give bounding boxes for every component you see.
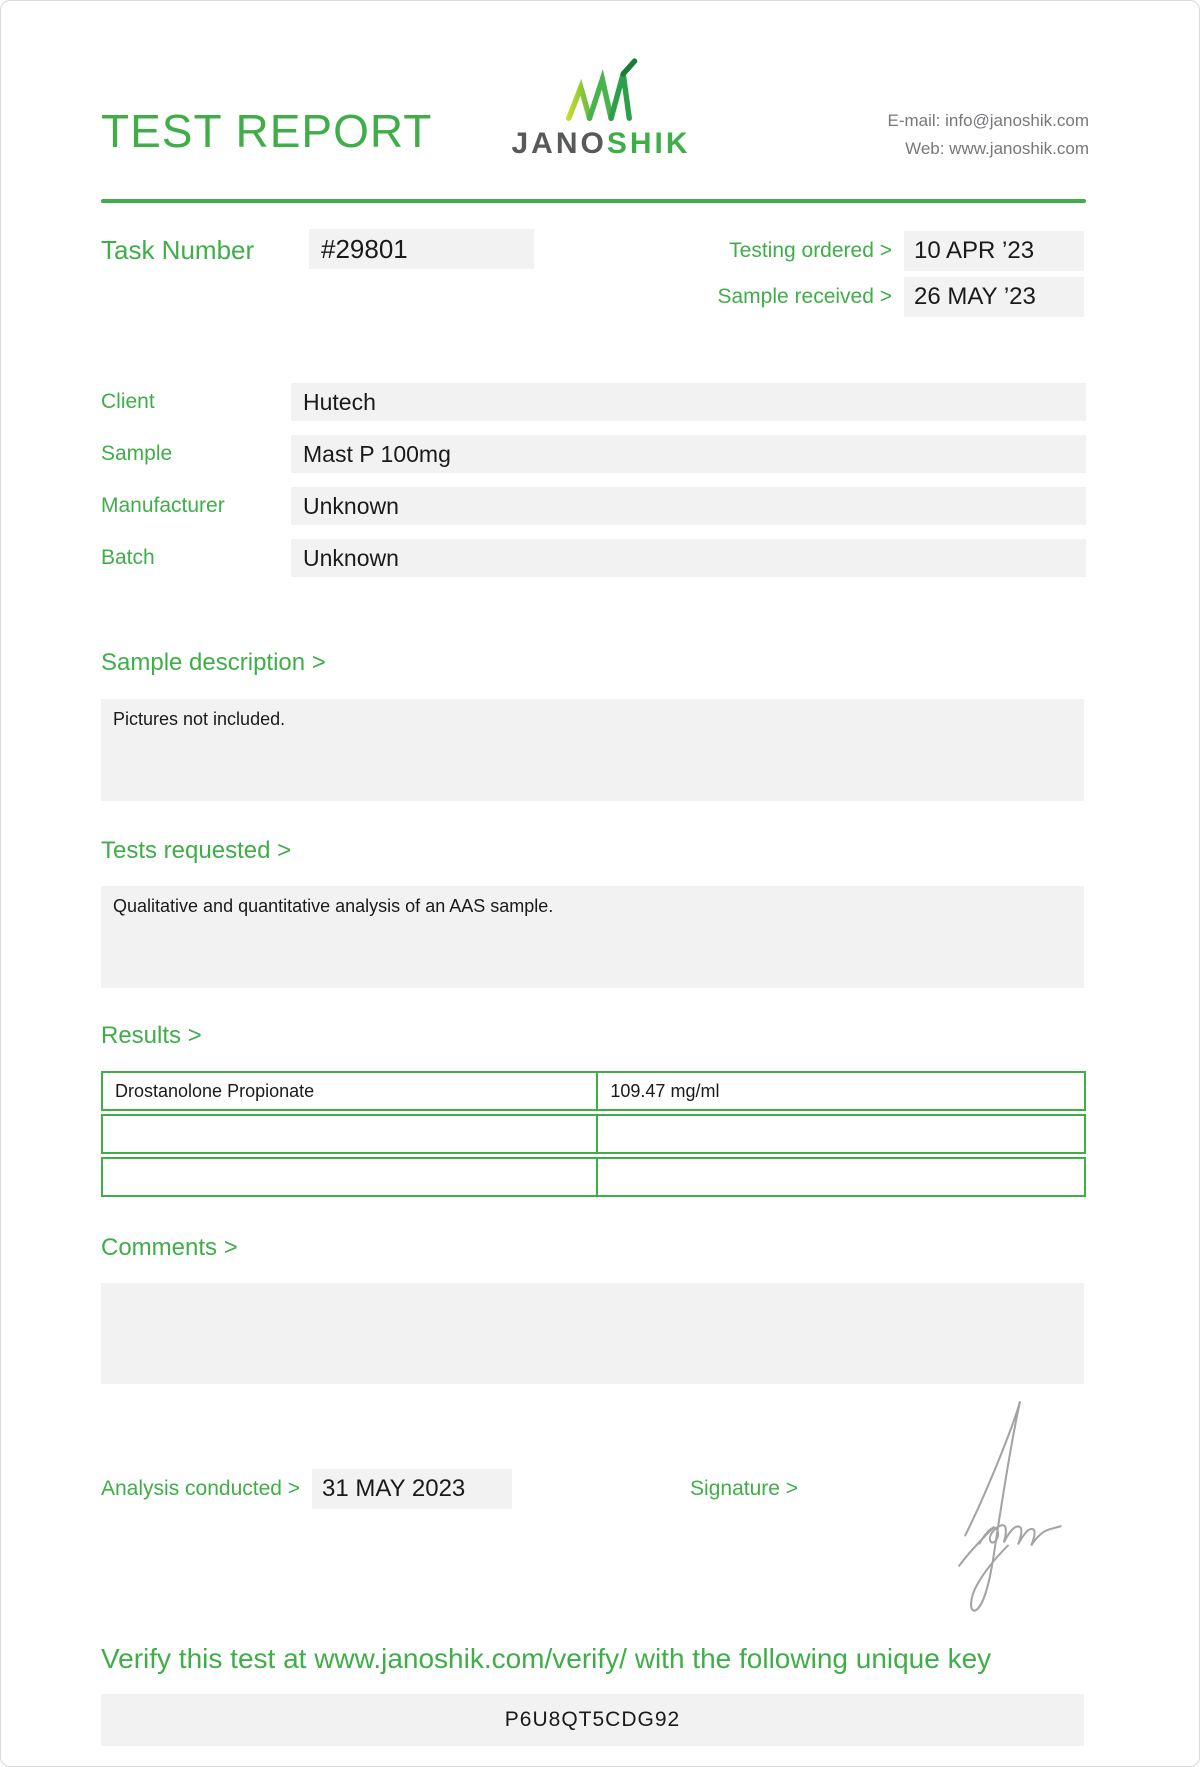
logo-wordmark <box>496 127 706 161</box>
header-divider <box>101 199 1086 203</box>
info-row-batch <box>101 539 1086 577</box>
tests-requested-box: Qualitative and quantitative analysis of an AAS sample. <box>101 886 1084 988</box>
table-row <box>101 1114 1086 1154</box>
logo-word-dark: JANO <box>511 127 607 160</box>
batch-value: Unknown <box>291 539 1086 577</box>
sample-description-label: Sample description > <box>101 649 326 676</box>
tests-requested-label: Tests requested > <box>101 837 292 864</box>
chart-peaks-icon <box>564 57 638 123</box>
verify-text: Verify this test at www.janoshik.com/verify/ with the following unique key <box>101 1643 992 1674</box>
sample-received-label: Sample received > <box>717 285 892 308</box>
sample-description-box: Pictures not included. <box>101 699 1084 801</box>
signature-label: Signature > <box>690 1477 799 1500</box>
analysis-row <box>101 1469 798 1509</box>
contact-email: E-mail: info@janoshik.com <box>887 111 1089 130</box>
janoshik-logo <box>496 57 706 161</box>
manufacturer-label: Manufacturer <box>101 494 225 517</box>
result-substance <box>103 1116 598 1152</box>
verify-key-box: P6U8QT5CDG92 <box>101 1694 1084 1746</box>
comments-label: Comments > <box>101 1234 238 1261</box>
sample-info-list <box>101 383 1086 591</box>
task-number-label: Task Number <box>101 235 255 265</box>
result-amount: 109.47 mg/ml <box>610 1081 720 1101</box>
analysis-conducted-value: 31 MAY 2023 <box>312 1469 512 1509</box>
contact-block <box>888 107 1090 163</box>
result-substance: Drostanolone Propionate <box>103 1073 598 1109</box>
info-row-sample <box>101 435 1086 473</box>
sample-label: Sample <box>101 442 173 465</box>
results-table <box>101 1071 1086 1200</box>
table-row <box>101 1157 1086 1197</box>
testing-ordered-value: 10 APR ’23 <box>904 231 1084 271</box>
manufacturer-value: Unknown <box>291 487 1086 525</box>
info-row-client <box>101 383 1086 421</box>
result-amount <box>598 1116 1084 1152</box>
info-row-manufacturer <box>101 487 1086 525</box>
logo-word-green: SHIK <box>606 127 691 160</box>
client-value: Hutech <box>291 383 1086 421</box>
results-label: Results > <box>101 1022 202 1049</box>
page-title: TEST REPORT <box>101 105 433 157</box>
contact-web: Web: www.janoshik.com <box>905 139 1089 158</box>
table-row <box>101 1071 1086 1111</box>
sample-received-value: 26 MAY ’23 <box>904 277 1084 317</box>
result-substance <box>103 1159 598 1195</box>
comments-box <box>101 1283 1084 1384</box>
sample-value: Mast P 100mg <box>291 435 1086 473</box>
batch-label: Batch <box>101 546 155 569</box>
signature-image <box>949 1393 1081 1627</box>
testing-ordered-label: Testing ordered > <box>729 239 892 262</box>
task-number-value: #29801 <box>309 229 534 269</box>
result-amount <box>598 1159 1084 1195</box>
client-label: Client <box>101 390 155 413</box>
analysis-conducted-label: Analysis conducted > <box>101 1477 301 1500</box>
